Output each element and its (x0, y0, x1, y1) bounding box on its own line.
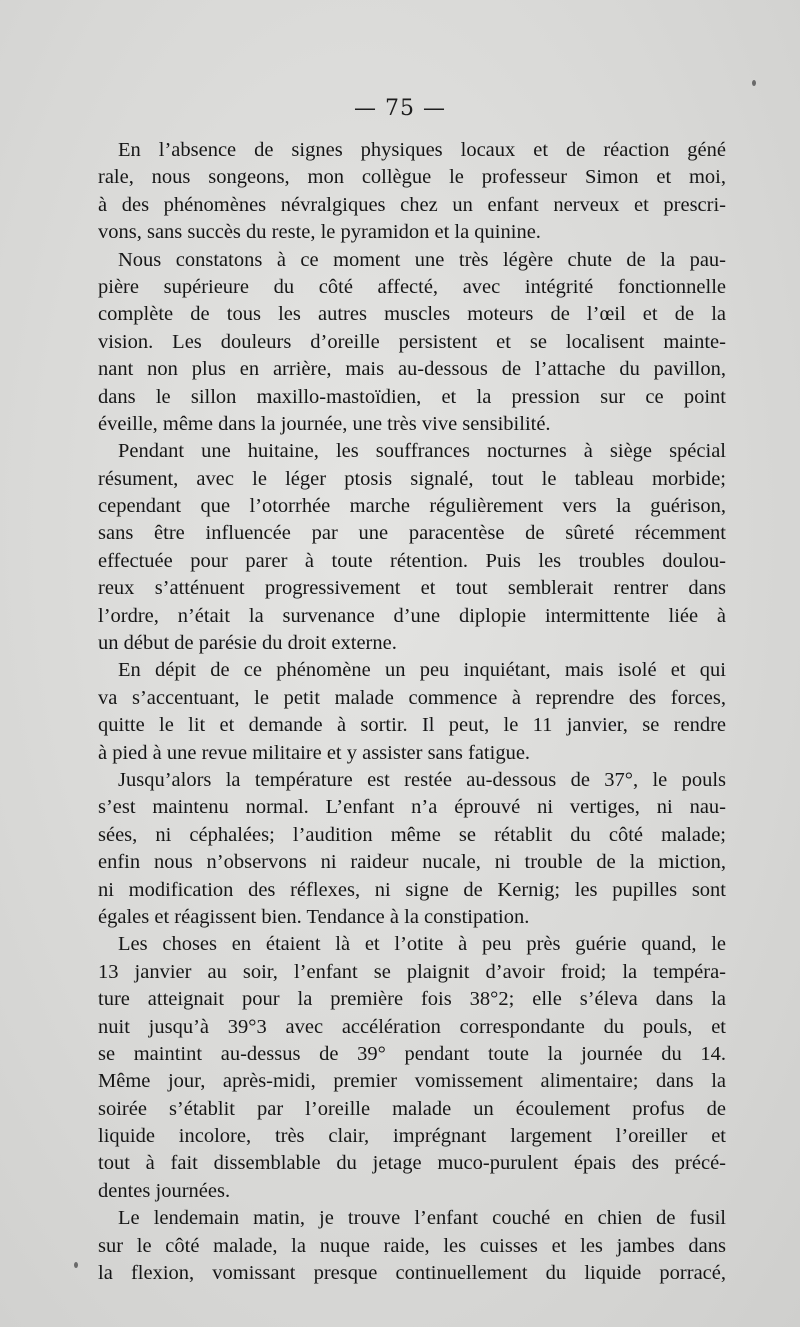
text-line: éveille, même dans la journée, une très vive sensibilité. (98, 412, 551, 435)
text-line: Même jour, après-midi, premier vomissement alimentaire; dans la (98, 1070, 726, 1093)
text-line: ture atteignait pour la première fois 38°2; elle s’éleva dans la (98, 988, 726, 1011)
text-line: dans le sillon maxillo-mastoïdien, et la pression sur ce point (98, 385, 726, 408)
text-line: Pendant une huitaine, les souffrances nocturnes à siège spécial (118, 440, 726, 463)
paragraph (98, 767, 726, 931)
text-line: à des phénomènes névralgiques chez un enfant nerveux et prescri- (98, 193, 726, 216)
text-line: sans être influencée par une paracentèse de sûreté récemment (98, 522, 726, 545)
text-line: Jusqu’alors la température est restée au-dessous de 37°, le pouls (118, 768, 726, 791)
text-line: ni modification des réflexes, ni signe de Kernig; les pupilles sont (98, 878, 726, 901)
text-line: liquide incolore, très clair, imprégnant largement l’oreiller et (98, 1125, 726, 1148)
text-line: soirée s’établit par l’oreille malade un écoulement profus de (98, 1097, 726, 1120)
text-line: un début de parésie du droit externe. (98, 632, 397, 655)
text-line: reux s’atténuent progressivement et tout semblerait rentrer dans (98, 577, 726, 600)
text-line: complète de tous les autres muscles moteurs de l’œil et de la (98, 303, 726, 326)
text-line: En l’absence de signes physiques locaux et de réaction géné (118, 139, 726, 161)
text-line: sur le côté malade, la nuque raide, les cuisses et les jambes dans (98, 1234, 726, 1257)
text-line: résument, avec le léger ptosis signalé, tout le tableau morbide; (98, 467, 726, 490)
text-line: vision. Les douleurs d’oreille persistent et se localisent mainte- (98, 330, 726, 353)
text-line: Les choses en étaient là et l’otite à peu près guérie quand, le (118, 933, 726, 956)
body-text (98, 137, 726, 1287)
text-line: cependant que l’otorrhée marche régulièrement vers la guérison, (98, 495, 726, 518)
text-line: la flexion, vomissant presque continuellement du liquide porracé, (98, 1262, 726, 1285)
text-line: Nous constatons à ce moment une très légère chute de la pau- (118, 248, 726, 271)
text-line: à pied à une revue militaire et y assister sans fatigue. (98, 741, 531, 764)
text-line: En dépit de ce phénomène un peu inquiétant, mais isolé et qui (118, 659, 726, 682)
text-line: se maintint au-dessus de 39° pendant toute la journée du 14. (98, 1042, 726, 1065)
paper-speck (74, 1262, 78, 1268)
text-line: effectuée pour parer à toute rétention. Puis les troubles doulou- (98, 549, 726, 572)
text-line: 13 janvier au soir, l’enfant se plaignit d’avoir froid; la tempéra- (98, 960, 726, 983)
text-line: sées, ni céphalées; l’audition même se rétablit du côté malade; (98, 823, 726, 846)
text-line: pière supérieure du côté affecté, avec intégrité fonctionnelle (98, 275, 726, 298)
text-line: égales et réagissent bien. Tendance à la constipation. (98, 905, 530, 928)
paragraph (98, 931, 726, 1205)
text-line: vons, sans succès du reste, le pyramidon et la quinine. (98, 221, 541, 244)
paragraph (98, 657, 726, 767)
paragraph (98, 438, 726, 657)
text-line: s’est maintenu normal. L’enfant n’a éprouvé ni vertiges, ni nau- (98, 796, 726, 819)
paper-speck (752, 80, 756, 86)
text-line: Le lendemain matin, je trouve l’enfant couché en chien de fusil (118, 1207, 726, 1230)
text-line: l’ordre, n’était la survenance d’une diplopie intermittente liée à (98, 604, 726, 627)
text-line: rale, nous songeons, mon collègue le professeur Simon et moi, (98, 166, 726, 189)
text-line: quitte le lit et demande à sortir. Il peut, le 11 janvier, se rendre (98, 714, 726, 737)
page-number: — 75 — (354, 96, 446, 121)
paragraph (98, 247, 726, 439)
paragraph (98, 1205, 726, 1287)
paragraph (98, 137, 726, 247)
text-line: enfin nous n’observons ni raideur nucale, ni trouble de la miction, (98, 851, 726, 874)
text-line: tout à fait dissemblable du jetage muco-purulent épais des précé- (98, 1152, 726, 1175)
text-line: dentes journées. (98, 1179, 231, 1202)
text-line: nant non plus en arrière, mais au-dessous de l’attache du pavillon, (98, 358, 726, 381)
text-line: nuit jusqu’à 39°3 avec accélération correspondante du pouls, et (98, 1015, 726, 1038)
text-line: va s’accentuant, le petit malade commence à reprendre des forces, (98, 686, 726, 709)
